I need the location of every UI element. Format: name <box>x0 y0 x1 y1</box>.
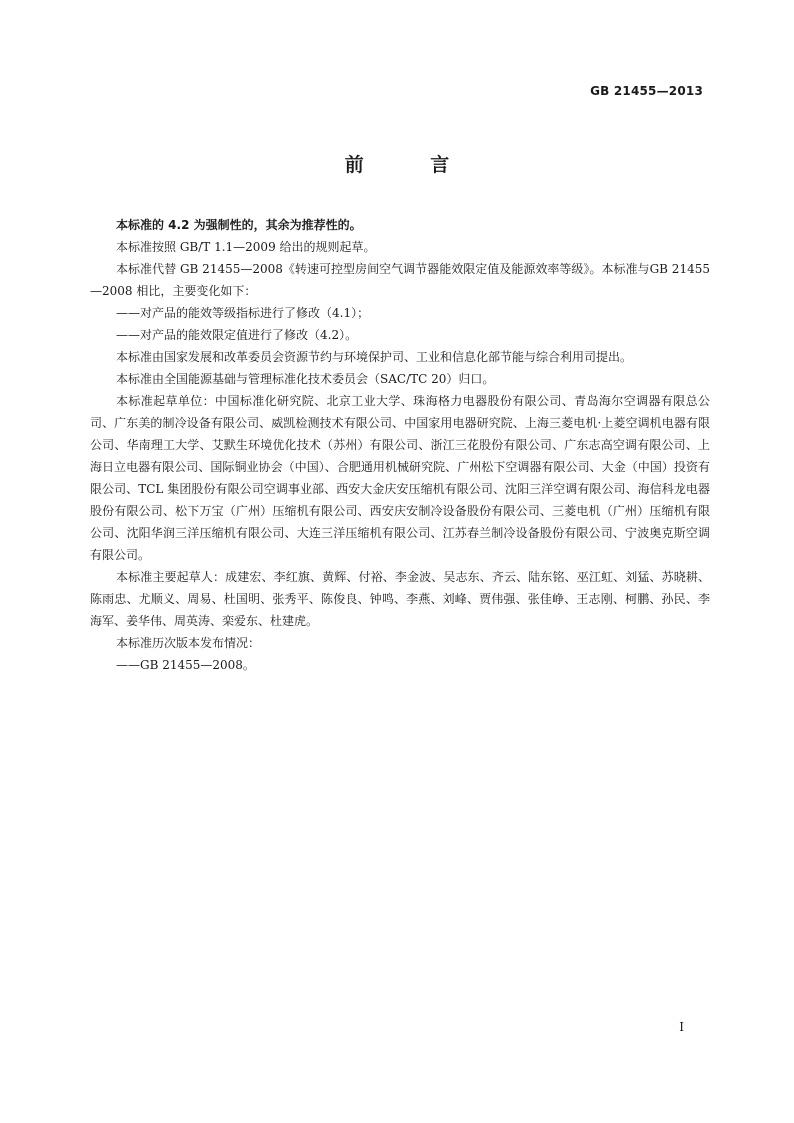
change-item-2: ——对产品的能效限定值进行了修改（4.2）。 <box>116 328 358 342</box>
proposer-paragraph: 本标准由国家发展和改革委员会资源节约与环境保护司、工业和信息化部节能与综合利用司提出。 <box>116 350 633 364</box>
version-history-heading: 本标准历次版本发布情况： <box>116 636 261 650</box>
replacement-paragraph: 本标准代替 GB 21455—2008《转速可控型房间空气调节器能效限定值及能源效率等级》。本标准与GB 21455—2008 相比，主要变化如下： <box>90 262 710 298</box>
page-title: 前 言 <box>344 154 480 176</box>
mandatory-clause-paragraph: 本标准的 4.2 为强制性的，其余为推荐性的。 <box>116 218 362 232</box>
standard-number-header: GB 21455—2013 <box>590 84 703 98</box>
drafting-units-paragraph: 本标准起草单位：中国标准化研究院、北京工业大学、珠海格力电器股份有限公司、青岛海尔空调器有限总公司、广东美的制冷设备有限公司、威凯检测技术有限公司、中国家用电器研究院、上海三菱电机·上菱空调机电器有限公司、华南理工大学、艾默生环境优化技术（苏州）有限公司、浙江三花股份有限公司、广东志高空调有限公司、上海日立电器有限公司、国际铜业协会（中国）、合肥通用机械研究院、广州松下空调器有限公司、大金（中国）投资有限公司、TCL 集团股份有限公司空调事业部、西安大金庆安压缩机有限公司、沈阳三洋空调有限公司、海信科龙电器股份有限公司、松下万宝（广州）压缩机有限公司、西安庆安制冷设备股份有限公司、三菱电机（广州）压缩机有限公司、沈阳华润三洋压缩机有限公司、大连三洋压缩机有限公司、江苏春兰制冷设备股份有限公司、宁波奥克斯空调有限公司。 <box>90 394 710 562</box>
page-number: I <box>679 1020 684 1034</box>
foreword-body <box>90 214 710 676</box>
committee-paragraph: 本标准由全国能源基础与管理标准化技术委员会（SAC/TC 20）归口。 <box>116 372 495 386</box>
version-history-item: ——GB 21455—2008。 <box>116 658 255 672</box>
drafters-paragraph: 本标准主要起草人：成建宏、李红旗、黄辉、付裕、李金波、吴志东、齐云、陆东铭、巫江虹、刘猛、苏晓耕、陈雨忠、尤顺义、周易、杜国明、张秀平、陈俊良、钟鸣、李燕、刘峰、贾伟强、张佳峥、王志刚、柯鹏、孙民、李海军、姜华伟、周英涛、栾爱东、杜建虎。 <box>90 570 710 628</box>
change-item-1: ——对产品的能效等级指标进行了修改（4.1）； <box>116 306 370 320</box>
drafting-rules-paragraph: 本标准按照 GB/T 1.1—2009 给出的规则起草。 <box>116 240 376 254</box>
